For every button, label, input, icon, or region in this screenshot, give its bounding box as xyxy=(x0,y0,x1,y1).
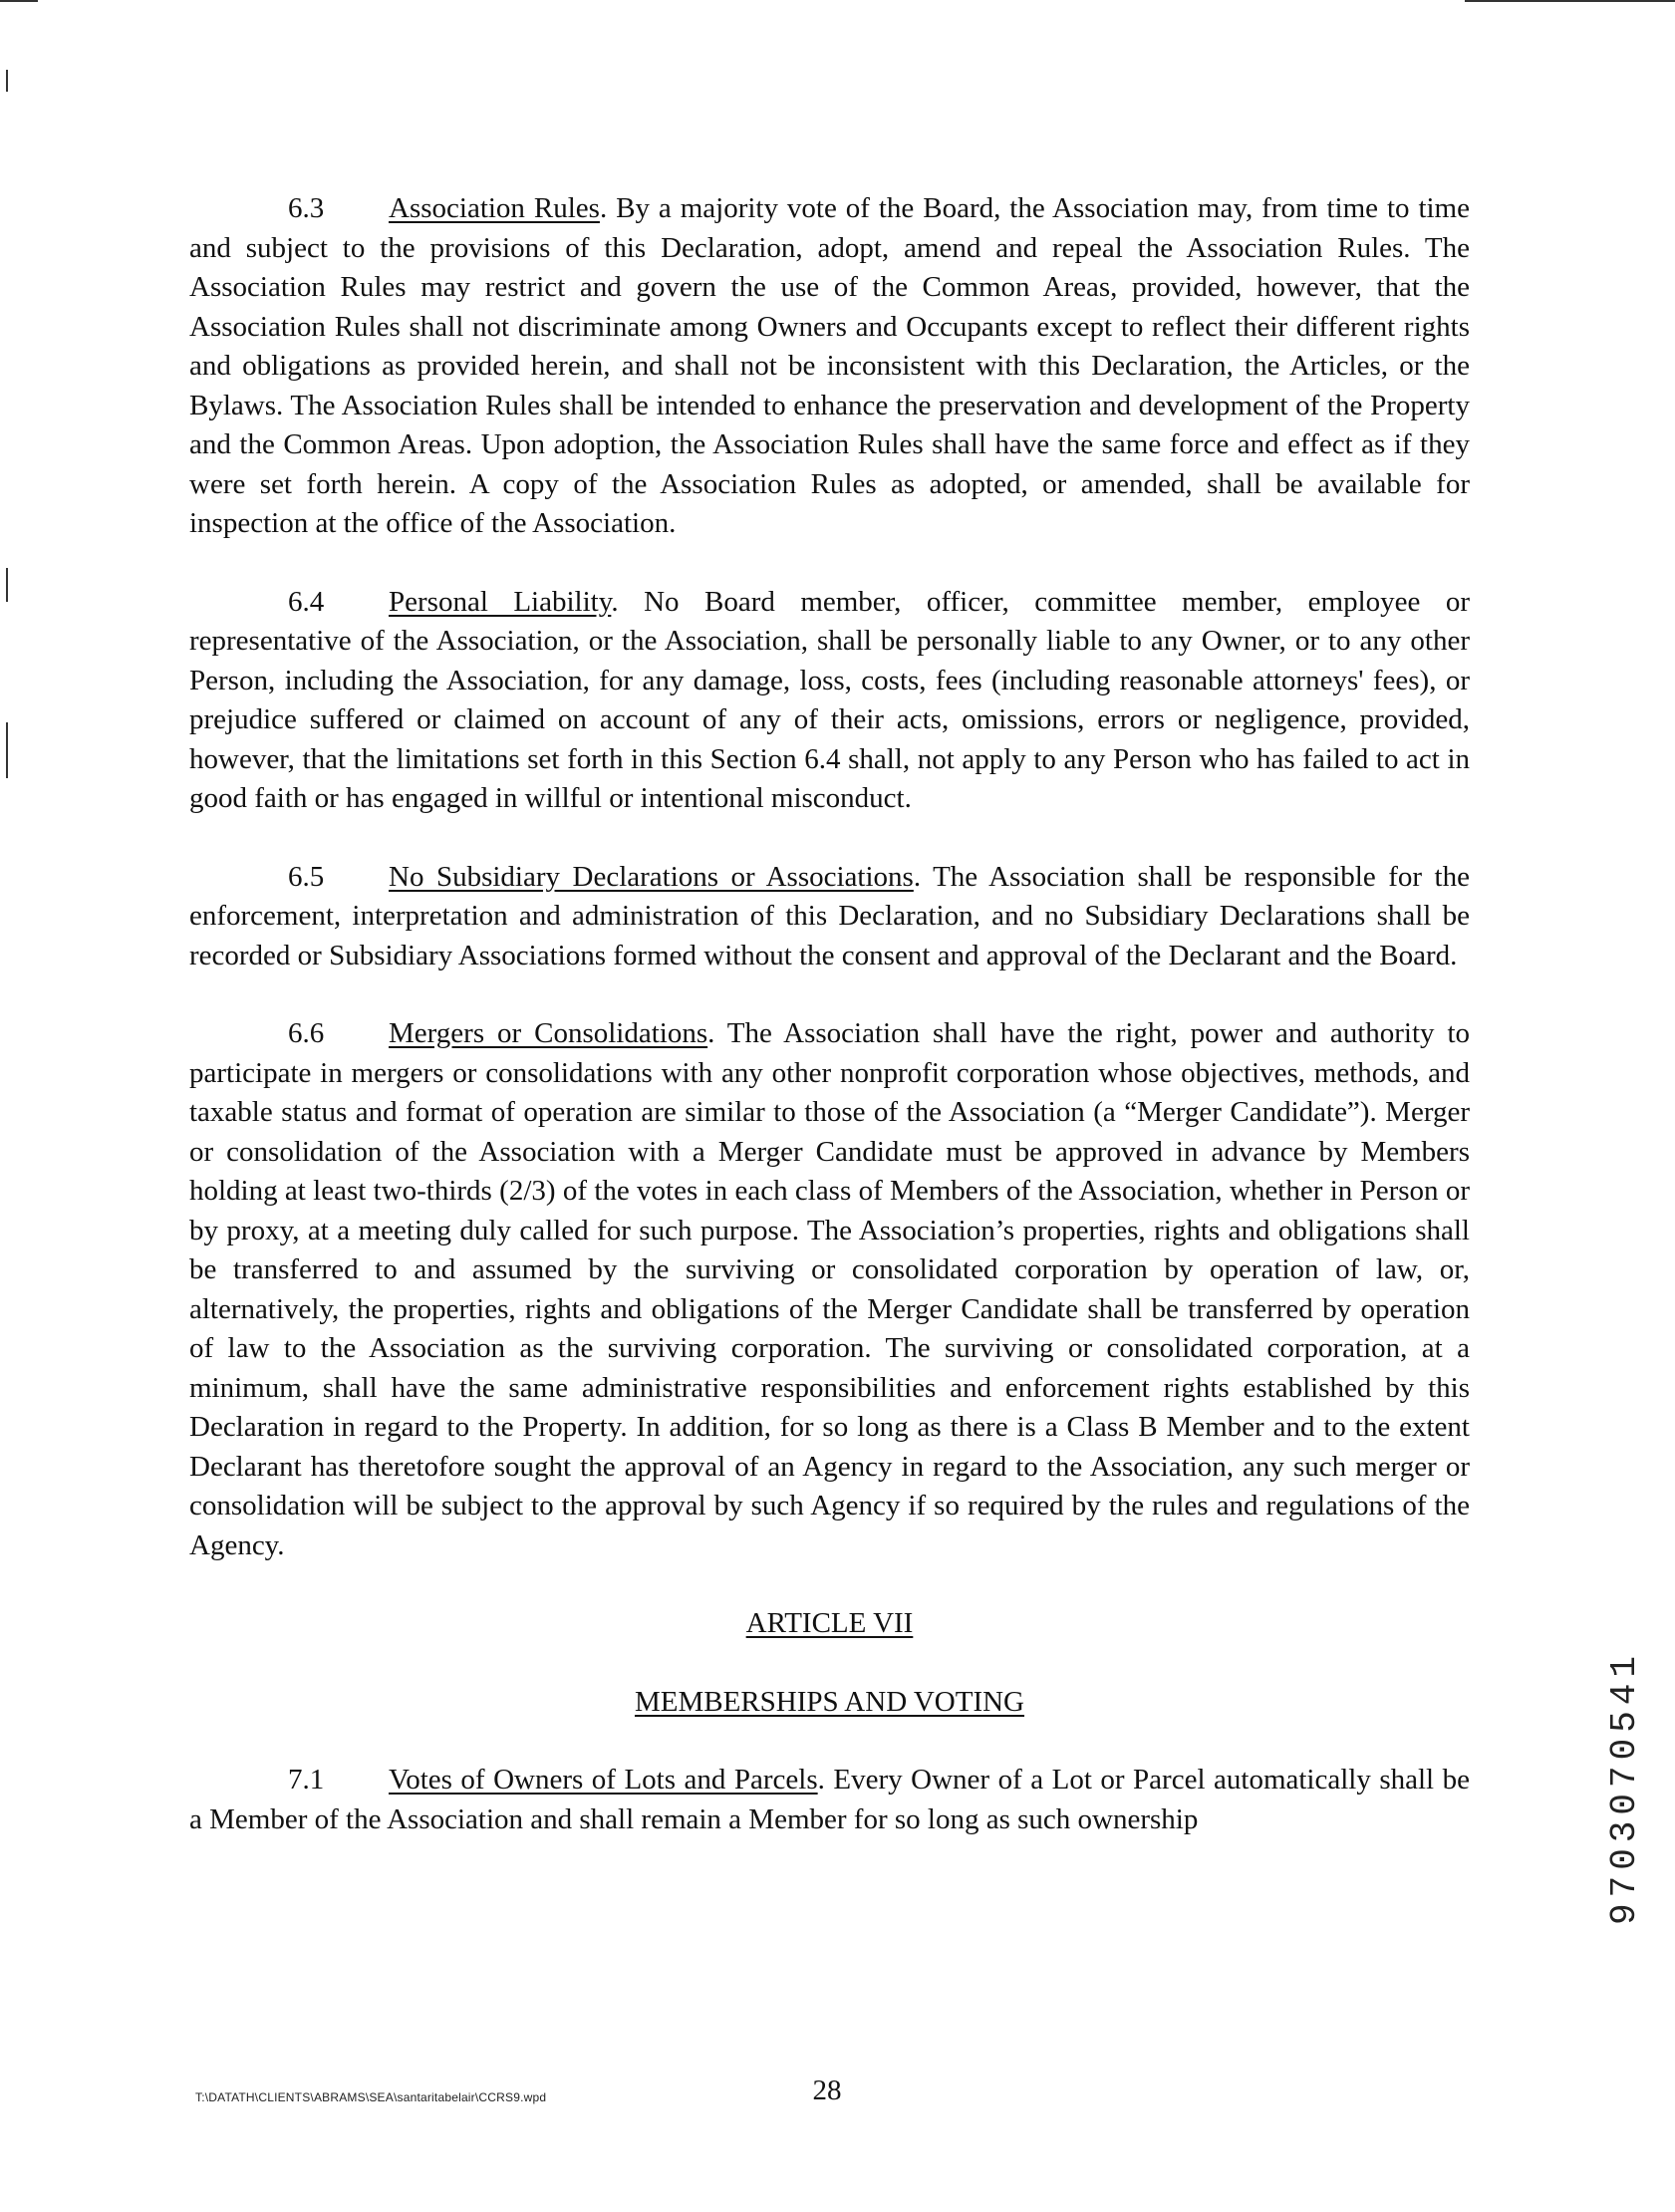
article-title: ARTICLE VII xyxy=(745,1607,914,1639)
section-number: 7.1 xyxy=(288,1764,325,1796)
recording-stamp xyxy=(1598,1572,1645,1931)
document-body xyxy=(189,189,1470,1878)
section-body: . By a majority vote of the Board, the Association may, from time to time and subject to the provisions of this Declaration, adopt, amend and repeal the Association Rules. The Association Rules may restrict and govern the use of the Common Areas, provided, however, that the Association Rules shall not discriminate among Owners and Occupants except to reflect their different rights and obligations as provided herein, and shall not be inconsistent with this Declaration, the Articles, or the Bylaws. The Association Rules shall be intended to enhance the preservation and development of the Property and the Common Areas. Upon adoption, the Association Rules shall have the same force and effect as if they were set forth herein. A copy of the Association Rules as adopted, or amended, shall be available for inspection at the office of the Association. xyxy=(189,192,1470,539)
section-body: . The Association shall be responsible for the enforcement, interpretation and administration of this Declaration, and no Subsidiary Declarations shall be recorded or Subsidiary Associations formed without the consent and approval of the Declarant and the Board. xyxy=(189,860,1470,971)
section-body: . The Association shall have the right, power and authority to participate in mergers or consolidations with any other nonprofit corporation whose objectives, methods, and taxable status and format of operation are similar to those of the Association (a “Merger Candidate”). Merger or consolidation of the Association with a Merger Candidate must be approved in advance by Members holding at least two-thirds (2/3) of the votes in each class of Members of the Association, whether in Person or by proxy, at a meeting duly called for such purpose. The Association’s properties, rights and obligations shall be transferred to and assumed by the surviving or consolidated corporation by operation of law, or, alternatively, the properties, rights and obligations of the Merger Candidate shall be transferred by operation of law to the Association as the surviving corporation. The surviving or consolidated corporation, at a minimum, shall have the same administrative responsibilities and enforcement rights established by this Declaration in regard to the Property. In addition, for so long as there is a Class B Member and to the extent Declarant has theretofore sought the approval of an Agency in regard to the Association, any such merger or consolidation will be subject to the approval by such Agency if so required by the rules and regulations of the Agency. xyxy=(189,1017,1470,1561)
scan-artifact xyxy=(6,722,8,778)
section-heading: Association Rules xyxy=(389,192,600,224)
scan-artifact xyxy=(6,568,8,602)
scan-artifact xyxy=(6,70,8,92)
recording-number: 9703070541 xyxy=(1604,1649,1645,1925)
scan-artifact xyxy=(0,0,38,2)
section-7-1 xyxy=(189,1761,1470,1839)
section-number: 6.5 xyxy=(288,860,325,893)
section-number: 6.6 xyxy=(288,1017,325,1049)
footer-file-path: T:\DATATH\CLIENTS\ABRAMS\SEA\santaritabelair\CCRS9.wpd xyxy=(195,2090,547,2104)
scan-artifact xyxy=(1465,0,1675,2)
section-heading: Votes of Owners of Lots and Parcels xyxy=(389,1764,818,1796)
section-heading: No Subsidiary Declarations or Associations xyxy=(389,860,914,893)
section-6-6 xyxy=(189,1014,1470,1565)
section-body: . No Board member, officer, committee member, employee or representative of the Association, or the Association, shall be personally liable to any Owner, or to any other Person, including the Association, for any damage, loss, costs, fees (including reasonable attorneys' fees), or prejudice suffered or claimed on account of any of their acts, omissions, errors or negligence, provided, however, that the limitations set forth in this Section 6.4 shall, not apply to any Person who has failed to act in good faith or has engaged in willful or intentional misconduct. xyxy=(189,585,1470,814)
page-number: 28 xyxy=(812,2074,842,2106)
section-heading: Mergers or Consolidations xyxy=(389,1017,708,1049)
section-number: 6.4 xyxy=(288,585,325,618)
section-number: 6.3 xyxy=(288,192,325,224)
section-6-3 xyxy=(189,189,1470,544)
article-subtitle: MEMBERSHIPS AND VOTING xyxy=(634,1685,1025,1718)
section-heading: Personal Liability xyxy=(389,585,612,618)
section-6-4 xyxy=(189,583,1470,819)
section-6-5 xyxy=(189,858,1470,976)
section-body: . Every Owner of a Lot or Parcel automatically shall be a Member of the Association and shall remain a Member for so long as such ownership xyxy=(189,1764,1470,1835)
